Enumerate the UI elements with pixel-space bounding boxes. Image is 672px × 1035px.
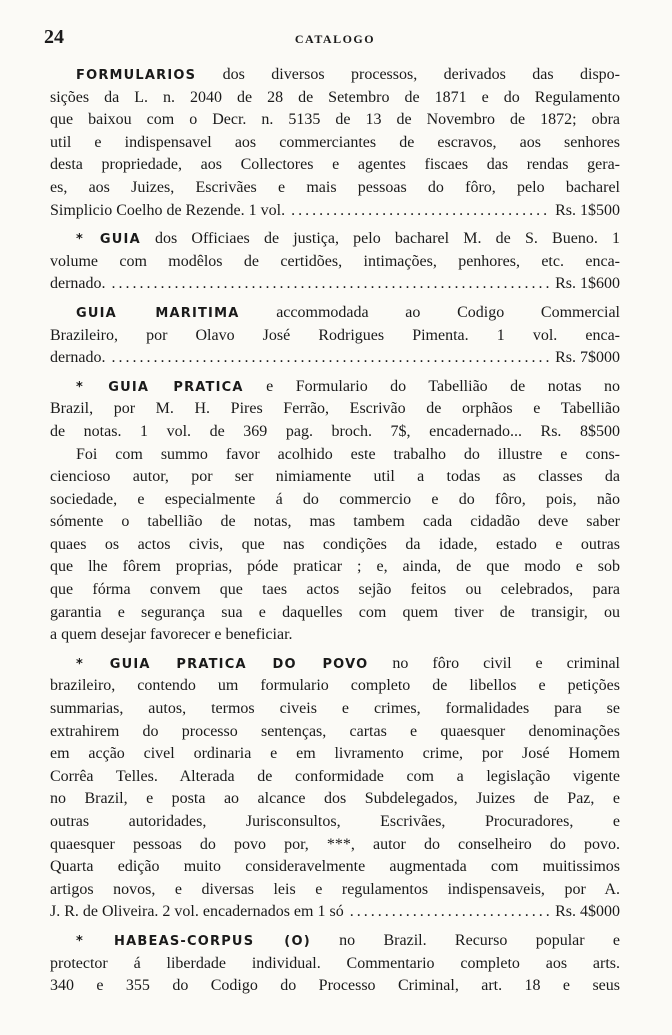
note-line: sómente o tabellião de notas, mas tambem cada cidadão deve saber	[50, 513, 620, 531]
note-line: que fórma convem que taes actos sejão feitos ou celebrados, para	[50, 581, 620, 599]
catalog-entry-guia-pratica-do-povo	[50, 653, 620, 924]
entry-price-line: J. R. de Oliveira. 2 vol. encadernados em 1 só ..... Rs. 4$000	[50, 901, 620, 924]
page-header	[44, 26, 620, 54]
note-line: garantia e segurança sua e daquelles com quem tiver de transigir, ou	[50, 603, 620, 621]
entry-line: Brazil, por M. H. Pires Ferrão, Escrivão de orphãos e Tabellião	[50, 400, 620, 418]
entry-heading: * GUIA PRATICA	[76, 379, 244, 395]
note-line: a quem desejar favorecer e beneficiar.	[50, 626, 293, 644]
entry-line: summarias, autos, termos civeis e crimes, formalidades para se	[50, 700, 620, 718]
dot-leader	[291, 200, 549, 223]
entry-line: protector á liberdade individual. Commentario completo aos arts.	[50, 954, 620, 972]
entry-line: quaesquer pessoas do povo por, ***, autor do conselheiro do povo.	[50, 835, 620, 853]
entry-line: 340 e 355 do Codigo do Processo Criminal, art. 18 e seus	[50, 977, 620, 995]
entry-price-line: dernado. ..... Rs. 7$000	[50, 347, 620, 370]
catalog-page	[44, 26, 620, 1004]
entry-line: util e indispensavel aos commerciantes de escravos, aos senhores	[50, 133, 620, 151]
entry-heading: GUIA MARITIMA	[76, 305, 240, 321]
entry-line: extrahirem do processo sentenças, cartas e quaesquer denominações	[50, 722, 620, 740]
entry-line: brazileiro, contendo um formulario completo de libellos e petições	[50, 677, 620, 695]
price: Rs. 4$000	[555, 903, 620, 921]
catalog-entry-guia	[50, 228, 620, 296]
entry-line: Corrêa Telles. Alterada de conformidade com a legislação vigente	[50, 767, 620, 785]
entry-line: que baixou com o Decr. n. 5135 de 13 de Novembro de 1872; obra	[50, 111, 620, 129]
dot-leader	[112, 273, 550, 296]
note-line: ciencioso autor, por ser nimiamente util a todas as classes da	[50, 468, 620, 486]
entry-line: * GUIA PRATICA e Formulario do Tabellião de notas no	[76, 377, 620, 395]
entry-line: sições da L. n. 2040 de 28 de Setembro de 1871 e do Regulamento	[50, 88, 620, 106]
price: Rs. 7$000	[555, 349, 620, 367]
entry-line: no Brazil, e posta ao alcance dos Subdelegados, Juizes de Paz, e	[50, 790, 620, 808]
page-number: 24	[44, 26, 64, 48]
entry-line: * HABEAS-CORPUS (O) no Brazil. Recurso popular e	[76, 931, 620, 949]
price: Rs. 1$600	[555, 275, 620, 293]
entry-heading: FORMULARIOS	[76, 68, 197, 83]
catalog-entry-guia-pratica	[50, 376, 620, 647]
entry-price-line: Simplicio Coelho de Rezende. 1 vol. ..... Rs. 1$500	[50, 200, 620, 223]
note-line: que lhe fôrem proprias, póde praticar ; e, ainda, de que modo e sob	[50, 558, 620, 576]
entry-line: Quarta edição muito consideravelmente augmentada com muitissimos	[50, 858, 620, 876]
entry-line: GUIA MARITIMA accommodada ao Codigo Commercial	[76, 303, 620, 321]
note-line: quaes os actos civis, que nas condições da idade, estado e outras	[50, 535, 620, 553]
entry-heading: * HABEAS-CORPUS (O)	[76, 933, 311, 949]
entry-line: desta propriedade, aos Collectores e agentes fiscaes das rendas gera-	[50, 156, 620, 174]
entry-line: volume com modêlos de certidões, intimações, penhores, etc. enca-	[50, 252, 620, 270]
note-line: sociedade, e especialmente á do commercio e do fôro, pois, não	[50, 490, 620, 508]
entry-line: outras autoridades, Jurisconsultos, Escrivães, Procuradores, e	[50, 813, 620, 830]
entry-line: * GUIA dos Officiaes de justiça, pelo bacharel M. de S. Bueno. 1	[76, 230, 620, 248]
entry-heading: * GUIA	[76, 232, 141, 248]
catalog-entry-guia-maritima	[50, 302, 620, 370]
entry-line: em acção civel ordinaria e em livramento crime, por José Homem	[50, 745, 620, 763]
entry-line: * GUIA PRATICA DO POVO no fôro civil e criminal	[76, 654, 620, 672]
price: Rs. 1$500	[555, 201, 620, 219]
catalog-entry-formularios	[50, 64, 620, 222]
dot-leader	[350, 901, 549, 924]
entry-line: es, aos Juizes, Escrivães e mais pessoas do fôro, pelo bacharel	[50, 178, 620, 196]
entry-line: Brazileiro, por Olavo José Rodrigues Pimenta. 1 vol. enca-	[50, 326, 620, 344]
running-title: CATALOGO	[294, 32, 376, 46]
note-line: Foi com summo favor acolhido este trabalho do illustre e cons-	[76, 445, 620, 463]
dot-leader	[112, 347, 550, 370]
entry-line: FORMULARIOS dos diversos processos, derivados das dispo-	[76, 66, 620, 83]
entry-line: de notas. 1 vol. de 369 pag. broch. 7$, encadernado... Rs. 8$500	[50, 422, 620, 440]
catalog-entry-habeas-corpus	[50, 930, 620, 998]
entry-heading: * GUIA PRATICA DO POVO	[76, 656, 369, 672]
entry-line: artigos novos, e diversas leis e regulamentos indispensaveis, por A.	[50, 880, 620, 898]
entry-price-line: dernado. ..... Rs. 1$600	[50, 273, 620, 296]
